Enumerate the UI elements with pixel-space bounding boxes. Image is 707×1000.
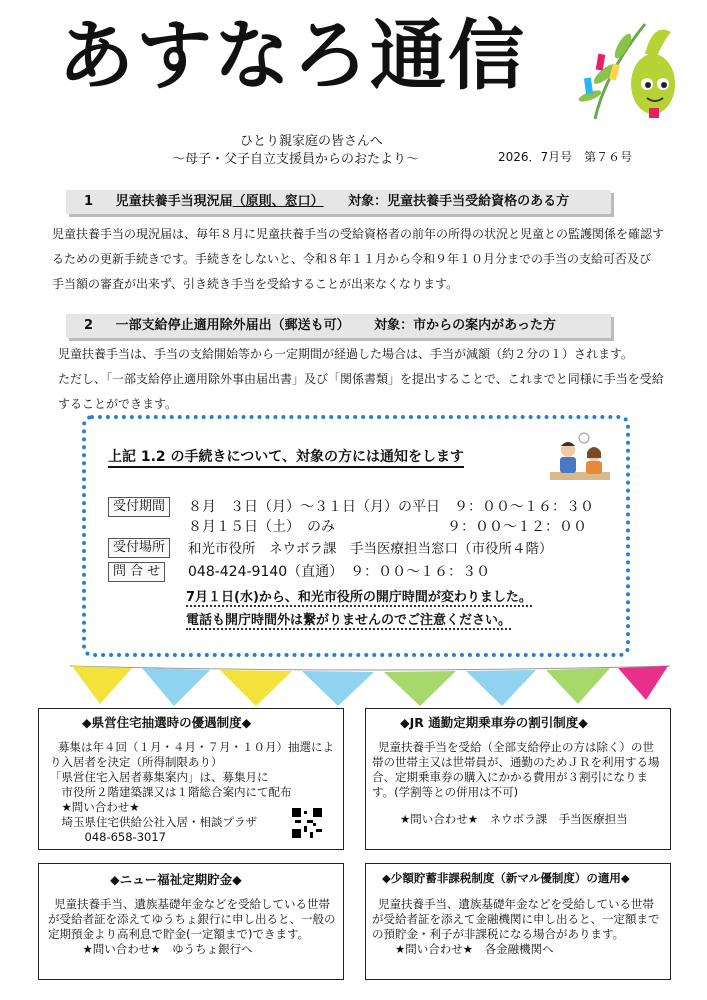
tax-text: [372, 897, 668, 957]
section-target: 対象：児童扶養手当受給資格のある方: [348, 194, 570, 209]
section-title: 一部支給停止適用除外届出（郵送も可）: [115, 318, 350, 333]
box-line: [372, 800, 668, 812]
tax-title: ◆少額貯蓄非課税制度（新マル優制度）の適用◆: [382, 871, 630, 885]
box-line: 定期預金より高利息で貯金(一定額まで)できます。: [48, 927, 310, 941]
box-line: 埼玉県住宅供給公社入居・相談プラザ: [50, 815, 257, 829]
box-line: り入居者を決定（所得制限あり）: [50, 755, 223, 769]
bunting-decoration: [70, 660, 670, 708]
section-number: 1: [84, 194, 94, 209]
period-line-2: ８月１５日（土） のみ ９：００～１２：００: [188, 519, 587, 535]
body-line: るための更新手続きです。手続きをしないと、令和８年１１月から令和９年１０月分までの手当の支給可否及び: [52, 252, 652, 266]
section-title-paren: （原則、窓口）: [232, 194, 324, 209]
mascot-illustration: [575, 14, 687, 124]
header-subtitle: ひとり親家庭の皆さんへ: [240, 134, 383, 149]
box-line: す。(学割等との併用は不可): [372, 785, 519, 799]
notice-title: 上記 1.2 の手続きについて、対象の方には通知をします: [108, 446, 464, 468]
housing-title: ◆県営住宅抽選時の優遇制度◆: [82, 715, 252, 730]
label-place: 受付場所: [108, 538, 170, 558]
box-line: 市役所２階建築課又は１階総合案内にて配布: [50, 785, 292, 799]
box-line: 048-658-3017: [50, 830, 166, 844]
box-line: 帯の世帯主又は世帯員が、通勤のためＪＲを利用する場: [372, 755, 660, 769]
box-line: 募集は年４回（１月・４月・７月・１０月）抽選によ: [58, 740, 334, 754]
box-line: 児童扶養手当、遺族基礎年金などを受給している世帯: [54, 897, 330, 911]
box-line: が受給者証を添えてゆうちょ銀行に申し出ると、一般の: [48, 912, 336, 926]
box-line: の預貯金・利子が非課税になる場合があります。: [372, 927, 625, 941]
jr-title: ◆JR 通勤定期乗車券の割引制度◆: [400, 715, 588, 730]
body-line: することができます。: [58, 397, 178, 411]
box-line: 児童扶養手当を受給（全部支給停止の方は除く）の世: [378, 740, 654, 754]
section-title: 児童扶養手当現況届: [115, 194, 233, 209]
savings-title: ◆ニュー福祉定期貯金◆: [110, 872, 242, 887]
place-value: 和光市役所 ネウボラ課 手当医療担当窓口（市役所４階）: [188, 541, 553, 557]
body-line: 児童扶養手当は、手当の支給開始等から一定期間が経過した場合は、手当が減額（約２分の１）されます。: [58, 347, 634, 361]
phone-notice: 電話も開庁時間外は繋がりませんのでご注意ください。: [186, 609, 511, 630]
issue-number: 2026．7月号 第７６号: [498, 150, 633, 164]
masthead-title: あすなろ通信: [58, 11, 526, 100]
box-line: ★問い合わせ★: [50, 800, 140, 814]
section-number: 2: [84, 318, 94, 333]
box-line: が受給者証を添えて金融機関に申し出ると、一定額まで: [372, 912, 660, 926]
box-line: ★問い合わせ★ ゆうちょ銀行へ: [48, 942, 253, 956]
label-period: 受付期間: [108, 497, 170, 517]
hours-notice: 7月１日(水)から、和光市役所の開庁時間が変わりました。: [186, 586, 532, 607]
jr-text: [372, 740, 668, 827]
label-contact: 問 合 せ: [108, 562, 165, 582]
section-1-body: [52, 222, 672, 297]
box-line: 合、定期乗車券の購入にかかる費用が３割引になりま: [372, 770, 648, 784]
section-target: 対象：市からの案内があった方: [374, 318, 556, 333]
section-1-heading: [66, 190, 611, 214]
body-line: 児童扶養手当の現況届は、毎年８月に児童扶養手当の受給資格者の前年の所得の状況と児童との監護関係を確認す: [52, 227, 665, 241]
section-2-heading: [66, 314, 611, 338]
box-line: 「県営住宅入居者募集案内」は、募集月に: [50, 770, 269, 784]
qr-code: [292, 808, 322, 838]
contact-value: 048-424-9140（直通） ９：００～１６：３０: [188, 564, 491, 580]
body-line: ただし、「一部支給停止適用除外事由届出書」及び「関係書類」を提出することで、これまでと同様に手当を受給: [58, 372, 664, 386]
box-line: ★問い合わせ★ ネウボラ課 手当医療担当: [400, 812, 628, 826]
box-line: ★問い合わせ★ 各金融機関へ: [372, 942, 554, 956]
people-talking-illustration: [548, 432, 616, 490]
box-line: 児童扶養手当、遺族基礎年金などを受給している世帯: [378, 897, 654, 911]
body-line: 手当額の審査が出来ず、引き続き手当を受給することが出来なくなります。: [52, 277, 459, 291]
savings-text: [48, 897, 342, 957]
header-subtitle-2: ～母子・父子自立支援員からのおたより～: [172, 152, 420, 167]
section-2-body: [58, 342, 678, 417]
period-line-1: ８月 ３日（月）～３１日（月）の平日 ９：００～１６：３０: [188, 499, 594, 515]
